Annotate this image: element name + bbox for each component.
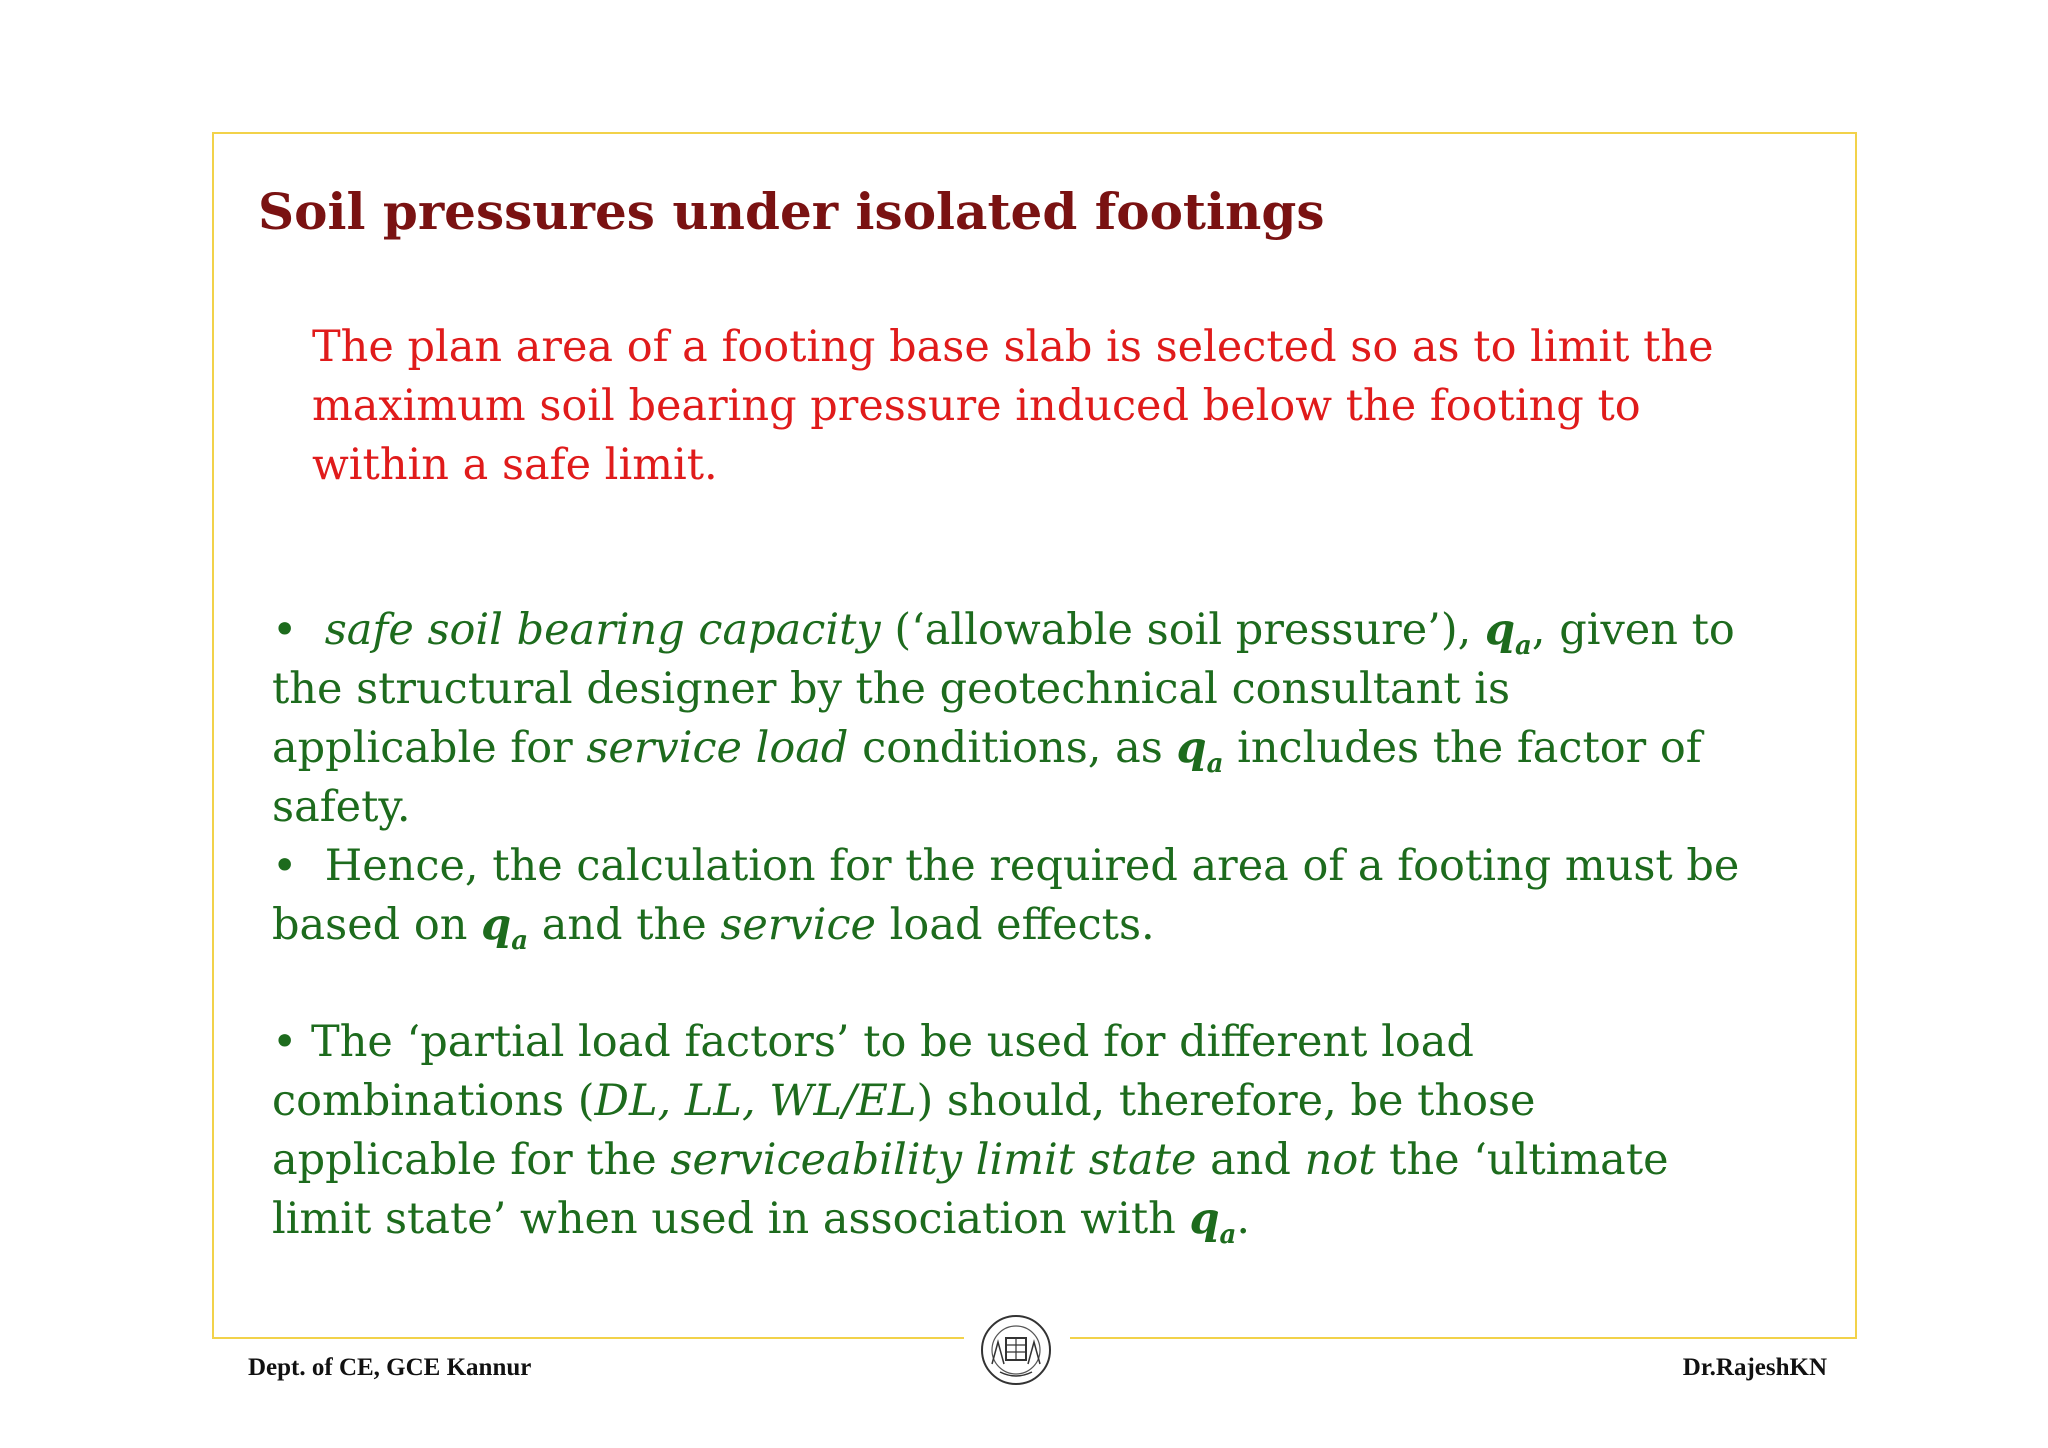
text-segment: includes the factor of safety.	[272, 723, 1702, 832]
text-segment: The ‘partial load factors’ to be used for different load combinations (	[272, 1017, 1474, 1126]
text-segment: ) should, therefore, be those applicable for the	[272, 1076, 1536, 1185]
term-service: service	[720, 900, 877, 950]
term-safe-bearing-capacity: safe soil bearing capacity	[324, 605, 881, 655]
footer-author: Dr.RajeshKN	[1682, 1354, 1827, 1381]
symbol-qa: $q_a$	[481, 900, 529, 956]
college-emblem-icon	[978, 1312, 1054, 1388]
term-not: not	[1304, 1135, 1376, 1185]
text-segment: .	[1236, 1194, 1251, 1244]
term-serviceability-limit-state: serviceability limit state	[670, 1135, 1197, 1185]
bullet-dot: •	[272, 841, 298, 891]
intro-paragraph: The plan area of a footing base slab is selected so as to limit the maximum soil bearing pressure induced below the footing to within a safe limit.	[312, 322, 1714, 490]
text-segment: (‘allowable soil pressure’),	[880, 605, 1485, 655]
text-segment: Hence, the calculation for the required area of a footing must be based on	[272, 841, 1740, 950]
text-segment: , given to the structural designer by the geotechnical consultant is applicable for	[272, 605, 1735, 773]
bullet-dot: •	[272, 605, 298, 655]
bullet-dot: •	[272, 1017, 298, 1067]
text-segment: the ‘ultimate limit state’ when used in association with	[272, 1135, 1669, 1244]
symbol-qa: $q_a$	[1189, 1194, 1237, 1250]
term-load-combinations: DL, LL, WL/EL	[594, 1076, 917, 1126]
text-segment: and	[1196, 1135, 1305, 1185]
term-service-load: service load	[586, 723, 849, 773]
bullet-partial-load-factors	[272, 1013, 1742, 1249]
text-segment: load effects.	[876, 900, 1155, 950]
symbol-qa: $q_a$	[1484, 605, 1532, 661]
footer-department: Dept. of CE, GCE Kannur	[248, 1354, 532, 1381]
slide-title: Soil pressures under isolated footings	[258, 182, 1325, 241]
text-segment: conditions, as	[848, 723, 1177, 773]
text-segment: and the	[528, 900, 721, 950]
bullet-safe-bearing-capacity	[272, 601, 1742, 837]
symbol-qa: $q_a$	[1176, 723, 1224, 779]
bullet-required-area	[272, 837, 1742, 955]
